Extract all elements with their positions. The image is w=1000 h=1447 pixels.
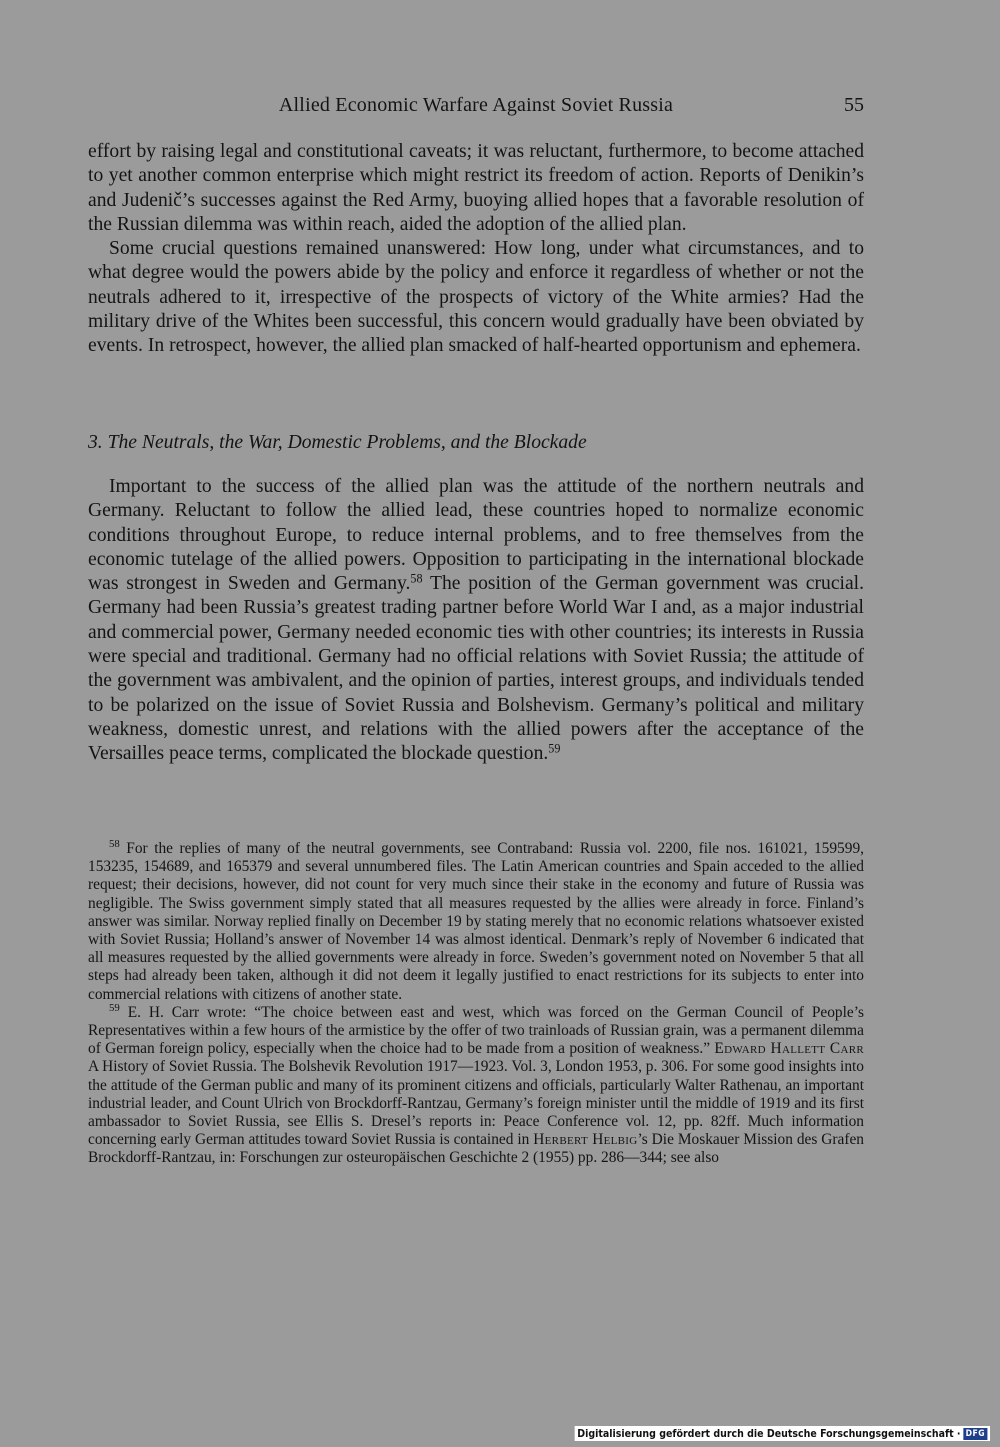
footnote-text: For the replies of many of the neutral governments, see Contraband: Russia vol. 2200, file nos. 161021, 159599, 153235, 154689, and 165379 and several unnumbered files. The Latin American countries and Spain acceded to the allied request; their decisions, however, did not count for very much since their stake in the economy and future of Russia was negligible. The Swiss government simply stated that all measures requested by the allies were already in force. Finland’s answer was similar. Norway replied finally on December 19 by stating merely that no economic relations whatsoever existed with Soviet Russia; Holland’s answer of November 14 was almost identical. Denmark’s reply of November 6 indicated that all measures requested by the allied governments were already in force. Sweden’s government noted on November 5 that all steps had already been taken, although it did not deem it legally justified to enact restrictions for its subjects to enter into commercial relations with citizens of another state. xyxy=(88,840,864,1003)
body-text-top xyxy=(88,140,864,359)
footnote-ref-59[interactable]: 59 xyxy=(548,741,561,756)
body-text-section xyxy=(88,475,864,767)
paragraph-crucial-questions: Some crucial questions remained unanswered: How long, under what circumstances, and to what degree would the powers abide by the policy and enforce it regardless of whether or not the neutrals adhered to it, irrespective of the prospects of victory of the White armies? Had the military drive of the Whites been successful, this concern would gradually have been obviated by events. In retrospect, however, the allied plan smacked of half-hearted opportunism and ephemera. xyxy=(88,238,864,357)
page-number: 55 xyxy=(844,94,864,116)
paragraph-neutrals xyxy=(88,475,864,767)
footnote-mark: 59 xyxy=(109,1001,120,1014)
paragraph-text: Important to the success of the allied plan was the attitude of the northern neutrals and Germany. Reluctant to follow the allied lead, these countries hoped to normalize economic conditions throughout Europe, to reduce internal problems, and to free themselves from the economic tutelage of the allied powers. Opposition to participating in the international blockade was strongest in Sweden and Germany. xyxy=(88,476,864,595)
page-header xyxy=(88,94,864,122)
footnote-mark: 58 xyxy=(109,838,120,851)
footnote-59 xyxy=(88,1001,864,1168)
running-title: Allied Economic Warfare Against Soviet Russia xyxy=(278,94,674,116)
author-name: Herbert Helbig xyxy=(533,1131,638,1149)
footnote-58 xyxy=(88,840,864,1004)
section-heading: 3. The Neutrals, the War, Domestic Problems, and the Blockade xyxy=(88,432,587,453)
paragraph-continuation: effort by raising legal and constitutional caveats; it was reluctant, furthermore, to become attached to yet another common enterprise which might restrict its freedom of action. Reports of Denikin’s and Judenič’s successes against the Red Army, buoying allied hopes that a favorable resolution of the Russian dilemma was within reach, aided the adoption of the allied plan. xyxy=(88,141,864,235)
digitization-credit xyxy=(574,1426,990,1441)
credit-text: Digitalisierung gefördert durch die Deutsche Forschungsgemeinschaft · xyxy=(577,1427,961,1440)
footnote-ref-58[interactable]: 58 xyxy=(410,571,423,586)
footnote-text: E. H. Carr wrote: “The choice between east and west, which was forced on the German Council of People’s Representatives within a few hours of the armistice by the offer of two trainloads of Russian grain, was a permanent dilemma of German foreign policy, especially when the choice had to be made from a position of weakness.” xyxy=(88,1003,864,1058)
footnote-text: A History of Soviet Russia. The Bolshevik Revolution 1917—1923. Vol. 3, London 1953, p. 306. For some good insights into the attitude of the German public and many of its prominent citizens and officials, particularly Walter Rathenau, an important industrial leader, and Count Ulrich von Brockdorff-Rantzau, Germany’s foreign minister until the middle of 1919 and its first ambassador to Soviet Russia, see Ellis S. Dresel’s reports in: Peace Conference vol. 12, pp. 82ff. Much information concerning early German attitudes toward Soviet Russia is contained in xyxy=(88,1058,864,1149)
footnote-text: ’s Die Moskauer Mission des Grafen Brockdorff-Rantzau, in: Forschungen zur osteuropäischen Geschichte 2 (1955) pp. 286—344; see also xyxy=(88,1131,864,1167)
author-name: Edward Hallett Carr xyxy=(714,1040,864,1058)
dfg-logo-icon: DFG xyxy=(963,1428,988,1440)
paragraph-text: The position of the German government was crucial. Germany had been Russia’s greatest trading partner before World War I and, as a major industrial and commercial power, Germany needed economic ties with other countries; its interests in Russia were special and traditional. Germany had no official relations with Soviet Russia; the attitude of the government was ambivalent, and the opinion of parties, interest groups, and individuals tended to be polarized on the issue of Soviet Russia and Bolshevism. Germany’s political and military weakness, domestic unrest, and relations with the allied powers after the acceptance of the Versailles peace terms, complicated the blockade question. xyxy=(88,573,864,765)
footnotes xyxy=(88,840,864,1168)
